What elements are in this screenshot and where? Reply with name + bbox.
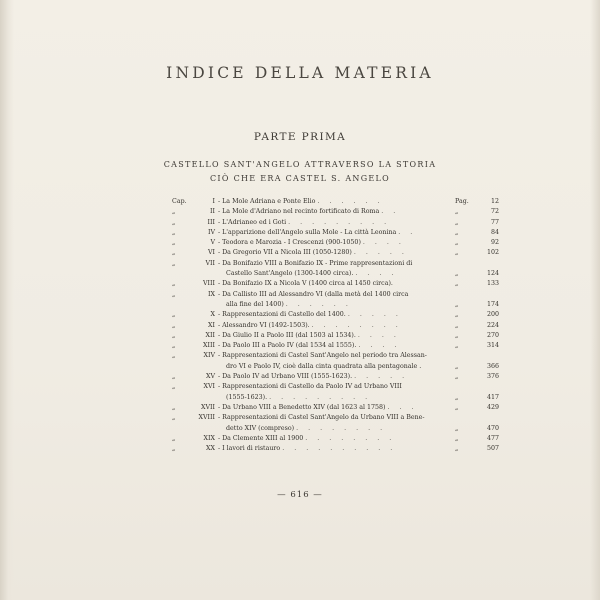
toc-chapter-prefix: Cap. xyxy=(172,198,187,205)
toc-entry xyxy=(172,444,499,454)
toc-chapter-title xyxy=(216,382,455,403)
section-subtitle-2: CIÒ CHE ERA CASTEL S. ANGELO xyxy=(209,174,391,183)
toc-title-line xyxy=(218,228,455,238)
toc-chapter-prefix: „ xyxy=(172,218,176,226)
toc-title-text: - L'Adrianeo ed i Goti xyxy=(218,218,287,226)
toc-chapter-number: XVIII xyxy=(198,414,215,422)
toc-leader-dots: . . . . . . . . xyxy=(296,424,387,432)
toc-title-line xyxy=(218,362,455,372)
index-title: INDICE DELLA MATERIA xyxy=(166,64,434,82)
toc-chapter-prefix: „ xyxy=(172,331,176,339)
toc-title-text: - Da Gregorio VII a Nicola III (1050-1280) xyxy=(218,249,352,257)
toc-page-label: „ xyxy=(455,373,459,381)
toc-leader-dots: . . . . . . . . . xyxy=(269,393,372,401)
toc-chapter-prefix: „ xyxy=(172,311,176,319)
toc-title-text: - I lavori di ristauro xyxy=(218,445,281,453)
toc-page-label: „ xyxy=(455,280,459,288)
toc-title-line xyxy=(218,279,455,289)
toc-leader-dots: . . . . xyxy=(355,270,398,278)
toc-entry xyxy=(172,238,499,248)
toc-leader-dots: . . . . . . . . xyxy=(305,434,396,442)
toc-title-text: - Da Bonifazio VIII a Bonifazio IX - Prime rappresentazioni di xyxy=(218,259,413,267)
toc-chapter-title xyxy=(216,444,455,454)
toc-page-number: 84 xyxy=(490,228,499,236)
toc-page-label: „ xyxy=(455,270,459,278)
toc-chapter-number: VI xyxy=(207,249,215,257)
toc-entry xyxy=(172,310,499,320)
toc-chapter-title xyxy=(216,248,455,258)
toc-page-number: 314 xyxy=(486,342,499,350)
toc-title-line xyxy=(218,290,455,300)
toc-page-label: „ xyxy=(455,362,459,370)
toc-page-label: „ xyxy=(455,403,459,411)
toc-chapter-number: XIII xyxy=(203,342,215,350)
toc-chapter-prefix: „ xyxy=(172,290,176,298)
toc-leader-dots: . . . . . . . . xyxy=(311,321,402,329)
toc-page-number: 470 xyxy=(486,424,499,432)
toc-title-line xyxy=(218,331,455,341)
toc-chapter-prefix: „ xyxy=(172,403,176,411)
toc-page-label: „ xyxy=(455,445,459,453)
toc-title-text: Castello Sant'Angelo (1300-1400 circa). xyxy=(226,270,354,278)
toc-chapter-prefix: „ xyxy=(172,280,176,288)
toc-title-text: - Da Paolo III a Paolo IV (dal 1534 al 1555). xyxy=(218,342,357,350)
toc-chapter-number: XX xyxy=(206,445,215,453)
toc-page-label: „ xyxy=(455,228,459,236)
toc-title-line xyxy=(218,238,455,248)
toc-chapter-prefix: „ xyxy=(172,383,176,391)
toc-page-label: „ xyxy=(455,393,459,401)
toc-title-line xyxy=(218,393,455,403)
toc-title-line xyxy=(218,403,455,413)
toc-entry xyxy=(172,290,499,311)
toc-chapter-number: IX xyxy=(208,290,215,298)
toc-chapter-prefix: „ xyxy=(172,373,176,381)
toc-title-text: - Rappresentazioni di Castel Sant'Angelo nel periodo tra Alessan- xyxy=(218,352,427,360)
toc-title-text: alla fine del 1400) xyxy=(226,300,284,308)
toc-title-line xyxy=(218,259,455,269)
toc-chapter-title xyxy=(216,372,455,382)
toc-title-text: (1555-1623). xyxy=(226,393,268,401)
toc-chapter-number: XV xyxy=(205,373,215,381)
toc-page-number: 133 xyxy=(486,280,499,288)
toc-chapter-title xyxy=(216,279,455,289)
table-of-contents xyxy=(172,197,499,454)
toc-leader-dots: . . . . xyxy=(358,342,401,350)
toc-entry xyxy=(172,341,499,351)
part-title: PARTE PRIMA xyxy=(253,131,347,143)
toc-title-line xyxy=(218,434,455,444)
toc-page-label: „ xyxy=(455,342,459,350)
toc-chapter-number: I xyxy=(212,198,215,205)
toc-page-number: 92 xyxy=(490,239,499,247)
toc-title-line xyxy=(218,444,455,454)
toc-page-number: 12 xyxy=(490,198,499,205)
toc-chapter-title xyxy=(216,351,455,372)
toc-leader-dots: . . xyxy=(398,228,417,236)
toc-page-label: „ xyxy=(455,300,459,308)
toc-title-line xyxy=(218,341,455,351)
toc-entry xyxy=(172,321,499,331)
toc-title-line xyxy=(218,269,455,279)
toc-chapter-number: XIX xyxy=(203,434,215,442)
toc-entry xyxy=(172,382,499,403)
toc-title-text: - Da Urbano VIII a Benedetto XIV (dal 1623 al 1758) xyxy=(218,403,386,411)
page-left-edge xyxy=(0,0,14,600)
toc-entry xyxy=(172,331,499,341)
toc-page-label: „ xyxy=(455,218,459,226)
toc-title-text: - Da Clemente XIII al 1900 xyxy=(218,434,304,442)
toc-title-text: - Da Giulio II a Paolo III (dal 1503 al 1534). xyxy=(218,331,356,339)
toc-chapter-number: IV xyxy=(207,228,215,236)
toc-page-number: 507 xyxy=(486,445,499,453)
toc-title-text: - L'apparizione dell'Angelo sulla Mole - La città Leonina xyxy=(218,228,397,236)
toc-entry xyxy=(172,372,499,382)
toc-page-label: „ xyxy=(455,311,459,319)
toc-entry xyxy=(172,197,499,207)
toc-page-number: 77 xyxy=(490,218,499,226)
toc-page-label: „ xyxy=(455,434,459,442)
toc-leader-dots: . . . . . . . . . xyxy=(288,218,391,226)
toc-page-number: 376 xyxy=(486,373,499,381)
toc-chapter-title xyxy=(216,259,455,280)
toc-title-text: - Alessandro VI (1492-1503). xyxy=(218,321,310,329)
toc-title-text: - Da Paolo IV ad Urbano VIII (1555-1623). xyxy=(218,373,353,381)
toc-page-number: 366 xyxy=(486,362,499,370)
toc-page-number: 200 xyxy=(486,311,499,319)
toc-leader-dots: . . . . xyxy=(357,331,400,339)
toc-leader-dots: . . . . . xyxy=(347,311,402,319)
toc-chapter-prefix: „ xyxy=(172,352,176,360)
toc-entry xyxy=(172,413,499,434)
toc-chapter-prefix: „ xyxy=(172,208,176,216)
toc-page-number: 72 xyxy=(490,208,499,216)
toc-page-label: „ xyxy=(455,331,459,339)
toc-chapter-title xyxy=(216,290,455,311)
toc-leader-dots: . . xyxy=(381,208,400,216)
toc-title-text: - La Mole d'Adriano nel recinto fortificato di Roma xyxy=(218,208,380,216)
toc-title-text: dro VI e Paolo IV, cioè dalla cinta quadrata alla pentagonale . xyxy=(226,362,422,370)
toc-chapter-number: V xyxy=(210,239,215,247)
toc-chapter-number: VIII xyxy=(202,280,215,288)
toc-chapter-number: III xyxy=(207,218,215,226)
toc-title-line xyxy=(218,413,455,423)
toc-chapter-title xyxy=(216,331,455,341)
toc-chapter-title xyxy=(216,238,455,248)
toc-leader-dots: . . . xyxy=(387,403,418,411)
toc-page-number: 174 xyxy=(486,300,499,308)
toc-leader-dots: . . . . . . xyxy=(317,198,384,205)
toc-page-label: „ xyxy=(455,249,459,257)
toc-title-text: - Rappresentazioni di Castel Sant'Angelo da Urbano VIII a Bene- xyxy=(218,414,425,422)
toc-chapter-number: XII xyxy=(205,331,215,339)
toc-entry xyxy=(172,351,499,372)
toc-page-number: 102 xyxy=(486,249,499,257)
toc-chapter-prefix: „ xyxy=(172,434,176,442)
toc-chapter-title xyxy=(216,310,455,320)
toc-page-number: 270 xyxy=(486,331,499,339)
toc-title-text: - La Mole Adriana e Ponte Elio xyxy=(218,198,316,205)
toc-title-line xyxy=(218,424,455,434)
toc-page-number: 124 xyxy=(486,270,499,278)
toc-entry xyxy=(172,218,499,228)
toc-page-number: 417 xyxy=(486,393,499,401)
page-number: — 616 — xyxy=(277,490,323,500)
toc-title-line xyxy=(218,207,455,217)
toc-chapter-prefix: „ xyxy=(172,414,176,422)
toc-title-line xyxy=(218,300,455,310)
toc-entry xyxy=(172,207,499,217)
toc-title-text: - Da Callisto III ad Alessandro VI (dalla metà del 1400 circa xyxy=(218,290,409,298)
toc-entry xyxy=(172,228,499,238)
toc-chapter-prefix: „ xyxy=(172,321,176,329)
toc-leader-dots: . . . . . xyxy=(354,373,409,381)
toc-chapter-number: II xyxy=(210,208,215,216)
toc-chapter-title xyxy=(216,321,455,331)
toc-page-label: „ xyxy=(455,321,459,329)
toc-leader-dots: . . . . . . . . . . xyxy=(282,445,397,453)
toc-chapter-number: XVII xyxy=(200,403,215,411)
toc-chapter-prefix: „ xyxy=(172,239,176,247)
toc-chapter-prefix: „ xyxy=(172,228,176,236)
toc-page-label: „ xyxy=(455,239,459,247)
toc-title-line xyxy=(218,382,455,392)
toc-entry xyxy=(172,259,499,280)
toc-leader-dots: . . . . xyxy=(362,239,405,247)
toc-title-text: detto XIV (compreso) xyxy=(226,424,295,432)
toc-leader-dots: . . . . . xyxy=(353,249,408,257)
toc-title-text: - Rappresentazioni di Castello del 1400. xyxy=(218,311,346,319)
toc-chapter-title xyxy=(216,434,455,444)
toc-chapter-title xyxy=(216,218,455,228)
page-right-edge xyxy=(590,0,600,600)
toc-chapter-prefix: „ xyxy=(172,259,176,267)
toc-chapter-prefix: „ xyxy=(172,445,176,453)
toc-chapter-prefix: „ xyxy=(172,342,176,350)
toc-page-number: 477 xyxy=(486,434,499,442)
toc-leader-dots: . . . . . . xyxy=(285,300,352,308)
toc-chapter-number: XVI xyxy=(203,383,215,391)
toc-chapter-title xyxy=(216,341,455,351)
toc-page-label: „ xyxy=(455,424,459,432)
toc-title-text: - Da Bonifazio IX a Nicola V (1400 circa al 1450 circa). xyxy=(218,280,393,288)
toc-chapter-title xyxy=(216,228,455,238)
toc-page-number: 224 xyxy=(486,321,499,329)
toc-page-label: Pag. xyxy=(455,198,469,205)
toc-title-line xyxy=(218,351,455,361)
toc-title-line xyxy=(218,321,455,331)
toc-chapter-title xyxy=(216,403,455,413)
toc-title-line xyxy=(218,310,455,320)
toc-page-number: 429 xyxy=(486,403,499,411)
toc-chapter-number: X xyxy=(210,311,215,319)
toc-chapter-prefix: „ xyxy=(172,249,176,257)
toc-chapter-number: XIV xyxy=(203,352,215,360)
section-subtitle: CASTELLO SANT'ANGELO ATTRAVERSO LA STORIA xyxy=(163,160,437,169)
toc-chapter-title xyxy=(216,413,455,434)
toc-entry xyxy=(172,248,499,258)
toc-title-line xyxy=(218,248,455,258)
toc-title-line xyxy=(218,218,455,228)
toc-entry xyxy=(172,434,499,444)
toc-title-text: - Teodora e Marozia - I Crescenzi (900-1050) xyxy=(218,239,361,247)
toc-entry xyxy=(172,403,499,413)
toc-chapter-title xyxy=(216,207,455,217)
toc-title-line xyxy=(218,197,455,207)
toc-title-text: - Rappresentazioni di Castello da Paolo IV ad Urbano VIII xyxy=(218,383,402,391)
toc-entry xyxy=(172,279,499,289)
toc-chapter-title xyxy=(216,197,455,207)
toc-chapter-number: XI xyxy=(208,321,215,329)
toc-chapter-number: VII xyxy=(205,259,215,267)
toc-page-label: „ xyxy=(455,208,459,216)
toc-title-line xyxy=(218,372,455,382)
